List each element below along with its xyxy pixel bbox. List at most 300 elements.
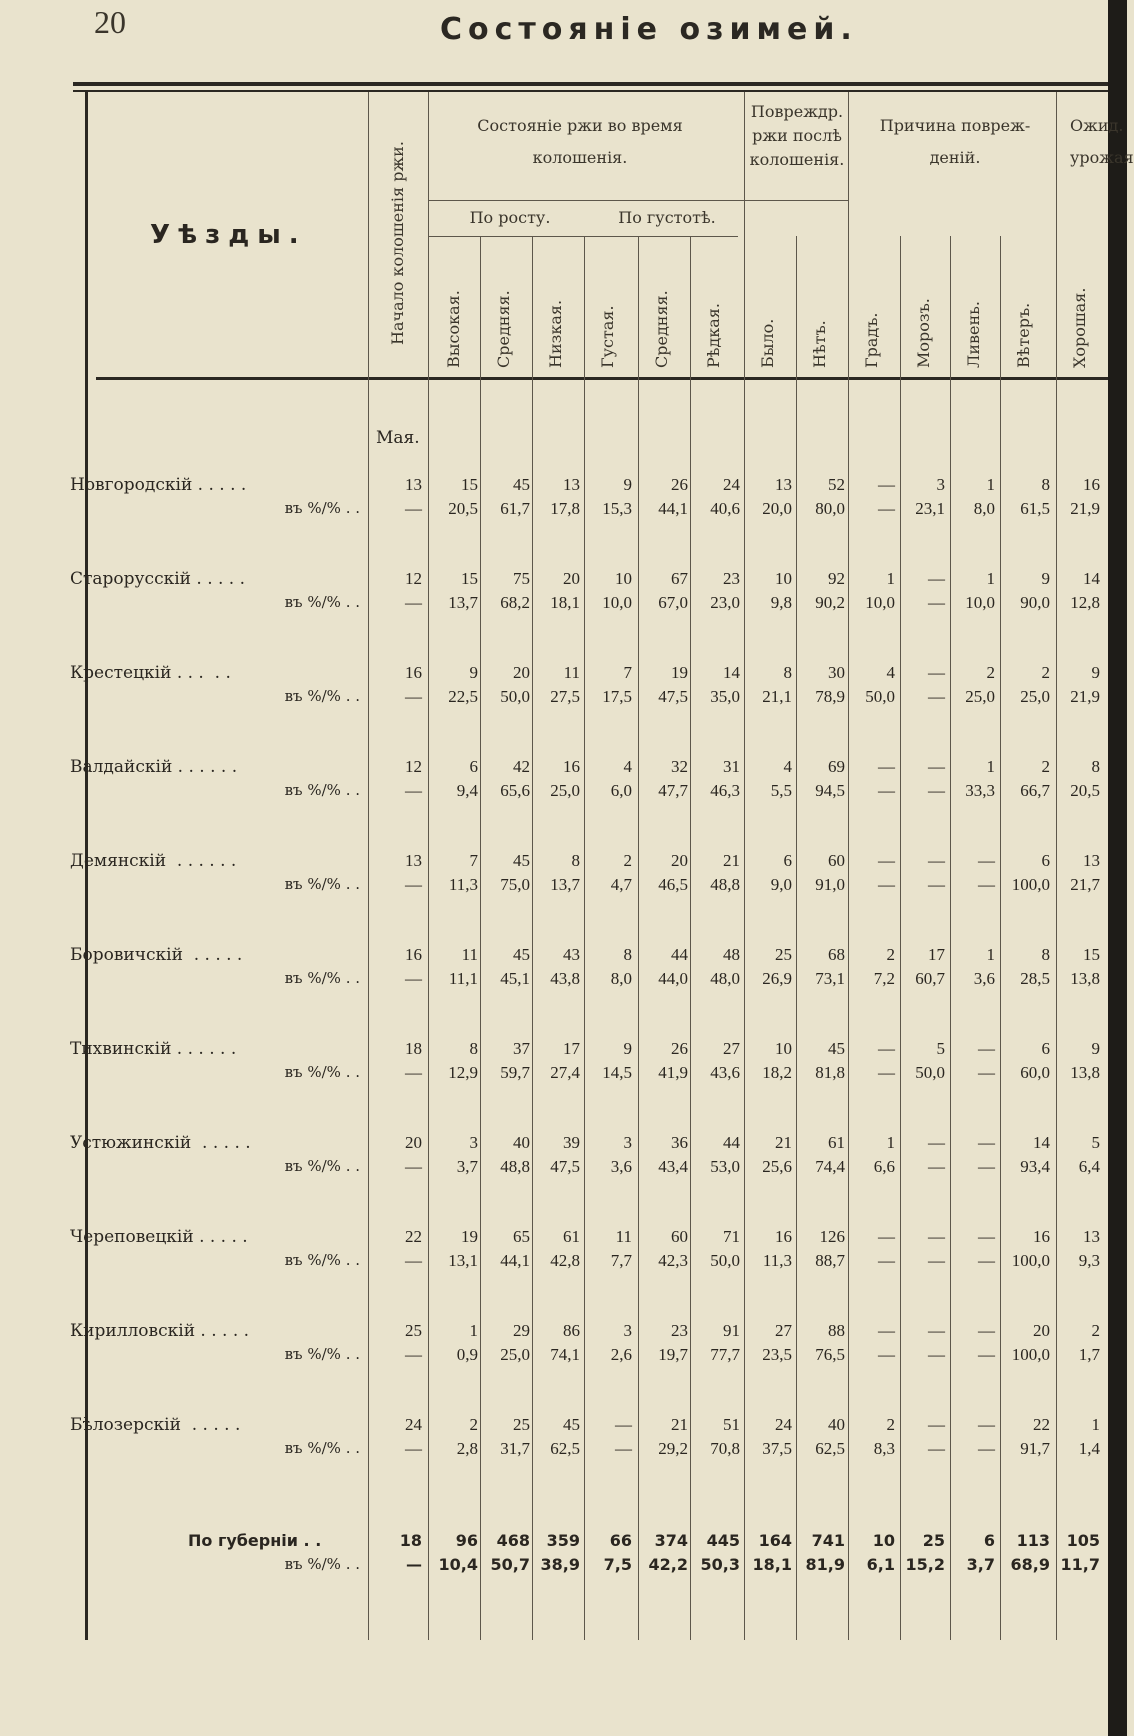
pct-cell: 47,7 [658, 781, 688, 800]
value-cell: 25 [513, 1415, 530, 1434]
uezd-name: Череповецкiй . . . . . [70, 1227, 248, 1247]
pct-cell: 4,7 [610, 875, 632, 894]
pct-cell: 50,0 [710, 1251, 740, 1270]
pct-cell: 8,3 [873, 1439, 895, 1458]
value-cell: — [928, 663, 945, 682]
value-cell: 45 [513, 851, 530, 870]
pct-cell: 12,8 [1070, 593, 1100, 612]
pct-cell: 10,0 [602, 593, 632, 612]
pct-cell: 27,4 [550, 1063, 580, 1082]
pct-cell: 23,1 [915, 499, 945, 518]
value-cell: 164 [758, 1531, 792, 1550]
pct-cell: — [978, 875, 995, 894]
pct-cell: 66,7 [1020, 781, 1050, 800]
col-header-7: Нѣтъ. [810, 320, 829, 368]
value-cell: 8 [783, 663, 792, 682]
value-cell: 8 [1041, 945, 1050, 964]
start-cell: 22 [405, 1227, 422, 1246]
pct-cell: 44,0 [658, 969, 688, 988]
pct-cell: 13,7 [448, 593, 478, 612]
value-cell: 15 [461, 475, 478, 494]
value-cell: 445 [706, 1531, 740, 1550]
pct-cell: — [928, 1439, 945, 1458]
value-cell: 9 [1091, 663, 1100, 682]
value-cell: 69 [828, 757, 845, 776]
pct-cell: 5,5 [770, 781, 792, 800]
pct-cell: 1,4 [1078, 1439, 1100, 1458]
pct-cell: 23,5 [762, 1345, 792, 1364]
pct-cell: 78,9 [815, 687, 845, 706]
value-cell: 15 [461, 569, 478, 588]
value-cell: 26 [671, 475, 688, 494]
pct-cell: 18,2 [762, 1063, 792, 1082]
pct-cell: 21,7 [1070, 875, 1100, 894]
pct-cell: 18,1 [752, 1555, 792, 1574]
pct-cell: 40,6 [710, 499, 740, 518]
value-cell: 68 [828, 945, 845, 964]
value-cell: — [878, 851, 895, 870]
pct-cell: 20,0 [762, 499, 792, 518]
pct-cell: 25,6 [762, 1157, 792, 1176]
uezd-name: Новгородскiй . . . . . [70, 475, 247, 495]
value-cell: 1 [1091, 1415, 1100, 1434]
value-cell: 96 [455, 1531, 478, 1550]
value-cell: 75 [513, 569, 530, 588]
pct-cell: 88,7 [815, 1251, 845, 1270]
value-cell: 113 [1016, 1531, 1050, 1550]
value-cell: 43 [563, 945, 580, 964]
value-cell: 51 [723, 1415, 740, 1434]
pct-cell: 62,5 [815, 1439, 845, 1458]
value-cell: 7 [623, 663, 632, 682]
pct-cell: 50,0 [915, 1063, 945, 1082]
value-cell: 30 [828, 663, 845, 682]
may-label: Мая. [376, 428, 420, 448]
value-cell: 3 [936, 475, 945, 494]
pct-label: въ %/% . . [284, 1439, 360, 1457]
pct-cell: — [878, 781, 895, 800]
pct-cell: 44,1 [500, 1251, 530, 1270]
value-cell: 21 [775, 1133, 792, 1152]
start-cell: 16 [405, 945, 422, 964]
start-pct-cell: — [405, 687, 422, 706]
value-cell: — [878, 1321, 895, 1340]
value-cell: 4 [886, 663, 895, 682]
value-cell: 8 [623, 945, 632, 964]
pct-cell: 46,3 [710, 781, 740, 800]
pct-cell: 13,1 [448, 1251, 478, 1270]
value-cell: 37 [513, 1039, 530, 1058]
start-cell: 18 [405, 1039, 422, 1058]
pct-cell: 7,2 [873, 969, 895, 988]
col-header-4: Средняя. [652, 290, 671, 368]
value-cell: 2 [986, 663, 995, 682]
start-cell: 12 [405, 569, 422, 588]
value-cell: 71 [723, 1227, 740, 1246]
pct-cell: 3,7 [966, 1555, 995, 1574]
value-cell: 6 [783, 851, 792, 870]
value-cell: 2 [1091, 1321, 1100, 1340]
col-header-9: Морозъ. [914, 298, 933, 368]
value-cell: 2 [1041, 663, 1050, 682]
value-cell: 10 [615, 569, 632, 588]
value-cell: — [978, 851, 995, 870]
pct-cell: 17,5 [602, 687, 632, 706]
value-cell: 60 [671, 1227, 688, 1246]
pct-cell: 100,0 [1011, 875, 1050, 894]
pct-label: въ %/% . . [284, 1157, 360, 1175]
value-cell: — [978, 1039, 995, 1058]
value-cell: 67 [671, 569, 688, 588]
value-cell: 20 [1033, 1321, 1050, 1340]
header-line [428, 200, 848, 201]
pct-label: въ %/% . . [284, 1345, 360, 1363]
start-pct-cell: — [405, 969, 422, 988]
pct-label: въ %/% . . [284, 499, 360, 517]
value-cell: 1 [986, 475, 995, 494]
pct-cell: 21,1 [762, 687, 792, 706]
value-cell: 9 [469, 663, 478, 682]
pct-cell: 29,2 [658, 1439, 688, 1458]
value-cell: — [615, 1415, 632, 1434]
page-number: 20 [94, 4, 126, 40]
value-cell: 52 [828, 475, 845, 494]
value-cell: — [978, 1133, 995, 1152]
uezd-name: Бѣлозерскiй . . . . . [70, 1415, 241, 1435]
pct-cell: — [878, 1345, 895, 1364]
value-cell: 27 [775, 1321, 792, 1340]
start-pct-cell: — [405, 593, 422, 612]
value-cell: 6 [983, 1531, 995, 1550]
value-cell: 42 [513, 757, 530, 776]
pct-cell: 46,5 [658, 875, 688, 894]
pct-cell: 6,1 [866, 1555, 895, 1574]
pct-cell: — [978, 1157, 995, 1176]
value-cell: — [978, 1321, 995, 1340]
value-cell: 5 [936, 1039, 945, 1058]
value-cell: 16 [563, 757, 580, 776]
value-cell: 126 [819, 1227, 845, 1246]
pct-cell: 13,7 [550, 875, 580, 894]
pct-cell: 80,0 [815, 499, 845, 518]
value-cell: 14 [1033, 1133, 1050, 1152]
value-cell: — [928, 1321, 945, 1340]
col-header-11: Вѣтеръ. [1014, 302, 1033, 368]
pct-cell: 3,7 [456, 1157, 478, 1176]
value-cell: 86 [563, 1321, 580, 1340]
value-cell: 36 [671, 1133, 688, 1152]
value-cell: 7 [469, 851, 478, 870]
value-cell: 3 [623, 1133, 632, 1152]
value-cell: 1 [986, 569, 995, 588]
pct-cell: 11,3 [762, 1251, 792, 1270]
pct-cell: 59,7 [500, 1063, 530, 1082]
pct-cell: 77,7 [710, 1345, 740, 1364]
pct-cell: 15,3 [602, 499, 632, 518]
pct-cell: 23,0 [710, 593, 740, 612]
pct-cell: 8,0 [973, 499, 995, 518]
pct-cell: 2,8 [456, 1439, 478, 1458]
value-cell: — [928, 851, 945, 870]
pct-cell: 9,3 [1078, 1251, 1100, 1270]
pct-cell: 42,3 [658, 1251, 688, 1270]
value-cell: 27 [723, 1039, 740, 1058]
value-cell: 13 [775, 475, 792, 494]
value-cell: 32 [671, 757, 688, 776]
value-cell: 13 [563, 475, 580, 494]
pct-cell: 65,6 [500, 781, 530, 800]
pct-cell: 6,0 [610, 781, 632, 800]
pct-cell: 43,8 [550, 969, 580, 988]
value-cell: 45 [563, 1415, 580, 1434]
value-cell: 24 [775, 1415, 792, 1434]
value-cell: — [978, 1227, 995, 1246]
col-header-0: Высокая. [444, 290, 463, 368]
pct-cell: 44,1 [658, 499, 688, 518]
po-gustote-header: По густотѣ. [618, 208, 716, 227]
uezd-name: Тихвинскiй . . . . . . [70, 1039, 237, 1059]
uezd-name: Валдайскiй . . . . . . [70, 757, 238, 777]
uezd-name: По губернiи . . [188, 1531, 322, 1550]
value-cell: 13 [1083, 851, 1100, 870]
pct-cell: — [878, 875, 895, 894]
value-cell: — [878, 1039, 895, 1058]
pct-cell: 33,3 [965, 781, 995, 800]
start-cell: 13 [405, 475, 422, 494]
value-cell: 22 [1033, 1415, 1050, 1434]
pct-cell: 50,0 [865, 687, 895, 706]
value-cell: 374 [654, 1531, 688, 1550]
pct-cell: 12,9 [448, 1063, 478, 1082]
pct-cell: 41,9 [658, 1063, 688, 1082]
pct-cell: — [978, 1439, 995, 1458]
page-edge [1108, 0, 1127, 1736]
pct-cell: 10,0 [865, 593, 895, 612]
pct-cell: 81,8 [815, 1063, 845, 1082]
value-cell: — [878, 475, 895, 494]
pct-cell: 1,7 [1078, 1345, 1100, 1364]
uezd-name: Боровичскiй . . . . . [70, 945, 243, 965]
pct-cell: 60,0 [1020, 1063, 1050, 1082]
pct-cell: — [928, 875, 945, 894]
start-cell: 25 [405, 1321, 422, 1340]
pct-cell: 2,6 [610, 1345, 632, 1364]
value-cell: 9 [623, 1039, 632, 1058]
pct-cell: 38,9 [540, 1555, 580, 1574]
value-cell: 91 [723, 1321, 740, 1340]
value-cell: 40 [513, 1133, 530, 1152]
uezd-name: Крестецкiй . . . . . [70, 663, 231, 683]
value-cell: 21 [671, 1415, 688, 1434]
uezd-name: Кирилловскiй . . . . . [70, 1321, 250, 1341]
pct-label: въ %/% . . [284, 781, 360, 799]
value-cell: 40 [828, 1415, 845, 1434]
pct-cell: 91,7 [1020, 1439, 1050, 1458]
page-title: Состоянiе озимей. [440, 12, 858, 47]
pct-cell: 13,8 [1070, 969, 1100, 988]
pct-cell: 50,3 [700, 1555, 740, 1574]
pct-cell: 50,7 [490, 1555, 530, 1574]
pct-cell: — [928, 593, 945, 612]
value-cell: 20 [563, 569, 580, 588]
value-cell: — [928, 569, 945, 588]
uezd-name: Устюжинскiй . . . . . [70, 1133, 251, 1153]
value-cell: 741 [811, 1531, 845, 1550]
pct-label: въ %/% . . [284, 1063, 360, 1081]
start-cell: 20 [405, 1133, 422, 1152]
pct-cell: 25,0 [1020, 687, 1050, 706]
pct-cell: 61,7 [500, 499, 530, 518]
uezd-name: Старорусскiй . . . . . [70, 569, 246, 589]
value-cell: 61 [828, 1133, 845, 1152]
pct-cell: 6,6 [873, 1157, 895, 1176]
header-line [428, 236, 738, 237]
value-cell: 29 [513, 1321, 530, 1340]
value-cell: 1 [469, 1321, 478, 1340]
pct-cell: 93,4 [1020, 1157, 1050, 1176]
col-header-6: Было. [758, 318, 777, 368]
value-cell: 11 [615, 1227, 632, 1246]
pct-cell: 17,8 [550, 499, 580, 518]
pct-cell: 11,1 [448, 969, 478, 988]
pct-cell: 11,7 [1060, 1555, 1100, 1574]
header-rule [96, 377, 1108, 380]
ozhid-header: Ожид. урожая [1070, 116, 1134, 167]
pct-cell: 73,1 [815, 969, 845, 988]
col-header-5: Рѣдкая. [704, 303, 723, 368]
value-cell: 2 [886, 945, 895, 964]
value-cell: — [928, 757, 945, 776]
pct-cell: 74,4 [815, 1157, 845, 1176]
value-cell: 10 [775, 1039, 792, 1058]
start-cell: 13 [405, 851, 422, 870]
pct-cell: 19,7 [658, 1345, 688, 1364]
top-rule [73, 82, 1108, 86]
pct-cell: 53,0 [710, 1157, 740, 1176]
value-cell: 6 [469, 757, 478, 776]
pct-cell: 47,5 [550, 1157, 580, 1176]
pct-cell: 6,4 [1078, 1157, 1100, 1176]
pct-cell: 61,5 [1020, 499, 1050, 518]
value-cell: 23 [671, 1321, 688, 1340]
value-cell: 1 [986, 945, 995, 964]
pct-cell: — [978, 1345, 995, 1364]
pct-cell: 81,9 [805, 1555, 845, 1574]
pct-cell: 90,2 [815, 593, 845, 612]
value-cell: — [928, 1415, 945, 1434]
value-cell: 44 [671, 945, 688, 964]
value-cell: 23 [723, 569, 740, 588]
pct-cell: 7,7 [610, 1251, 632, 1270]
pct-cell: 10,4 [438, 1555, 478, 1574]
sostoyanie-header: Состоянiе ржи во время колошенiя. [477, 116, 683, 167]
pct-cell: 3,6 [610, 1157, 632, 1176]
pct-cell: 20,5 [448, 499, 478, 518]
pct-cell: 11,3 [448, 875, 478, 894]
value-cell: 14 [723, 663, 740, 682]
pct-cell: 42,2 [648, 1555, 688, 1574]
value-cell: 92 [828, 569, 845, 588]
pct-cell: 18,1 [550, 593, 580, 612]
pct-cell: — [928, 781, 945, 800]
pct-cell: 10,0 [965, 593, 995, 612]
value-cell: — [878, 1227, 895, 1246]
value-cell: 2 [469, 1415, 478, 1434]
pct-cell: 45,1 [500, 969, 530, 988]
pct-cell: 48,8 [710, 875, 740, 894]
pct-cell: 21,9 [1070, 499, 1100, 518]
pct-cell: 70,8 [710, 1439, 740, 1458]
value-cell: 19 [461, 1227, 478, 1246]
pct-label: въ %/% . . [284, 875, 360, 893]
value-cell: — [928, 1133, 945, 1152]
value-cell: 6 [1041, 851, 1050, 870]
value-cell: 24 [723, 475, 740, 494]
pct-cell: 37,5 [762, 1439, 792, 1458]
value-cell: 3 [623, 1321, 632, 1340]
value-cell: 16 [1033, 1227, 1050, 1246]
value-cell: 4 [783, 757, 792, 776]
value-cell: — [928, 1227, 945, 1246]
value-cell: 2 [886, 1415, 895, 1434]
pct-cell: 20,5 [1070, 781, 1100, 800]
pct-cell: 13,8 [1070, 1063, 1100, 1082]
pct-cell: — [878, 499, 895, 518]
value-cell: 9 [1041, 569, 1050, 588]
value-cell: 1 [886, 569, 895, 588]
start-pct-cell: — [405, 1439, 422, 1458]
pct-cell: — [878, 1251, 895, 1270]
value-cell: 20 [513, 663, 530, 682]
pct-label: въ %/% . . [284, 1555, 360, 1573]
value-cell: 65 [513, 1227, 530, 1246]
value-cell: 9 [623, 475, 632, 494]
value-cell: 359 [546, 1531, 580, 1550]
pct-cell: 68,9 [1010, 1555, 1050, 1574]
value-cell: 66 [609, 1531, 632, 1550]
col-header-3: Густая. [598, 305, 617, 368]
pct-cell: 0,9 [456, 1345, 478, 1364]
value-cell: 15 [1083, 945, 1100, 964]
pct-cell: 8,0 [610, 969, 632, 988]
pct-cell: — [928, 687, 945, 706]
pct-cell: 22,5 [448, 687, 478, 706]
pct-cell: 7,5 [603, 1555, 632, 1574]
pct-cell: 27,5 [550, 687, 580, 706]
value-cell: 21 [723, 851, 740, 870]
pct-cell: 3,6 [973, 969, 995, 988]
pct-cell: 100,0 [1011, 1345, 1050, 1364]
pct-cell: 48,0 [710, 969, 740, 988]
pct-cell: 15,2 [905, 1555, 945, 1574]
pct-cell: 9,0 [770, 875, 792, 894]
pct-cell: 67,0 [658, 593, 688, 612]
pct-cell: 48,8 [500, 1157, 530, 1176]
value-cell: — [978, 1415, 995, 1434]
value-cell: 105 [1066, 1531, 1100, 1550]
value-cell: 20 [671, 851, 688, 870]
col-header-12: Хорошая. [1070, 287, 1089, 368]
pct-cell: 43,4 [658, 1157, 688, 1176]
pct-cell: 76,5 [815, 1345, 845, 1364]
pct-cell: 62,5 [550, 1439, 580, 1458]
pct-cell: — [615, 1439, 632, 1458]
value-cell: 4 [623, 757, 632, 776]
value-cell: — [878, 757, 895, 776]
nachalo-header: Начало колошенiя ржи. [388, 141, 407, 345]
col-header-8: Градъ. [862, 312, 881, 368]
uezdy-header: Уѣзды. [150, 220, 307, 250]
